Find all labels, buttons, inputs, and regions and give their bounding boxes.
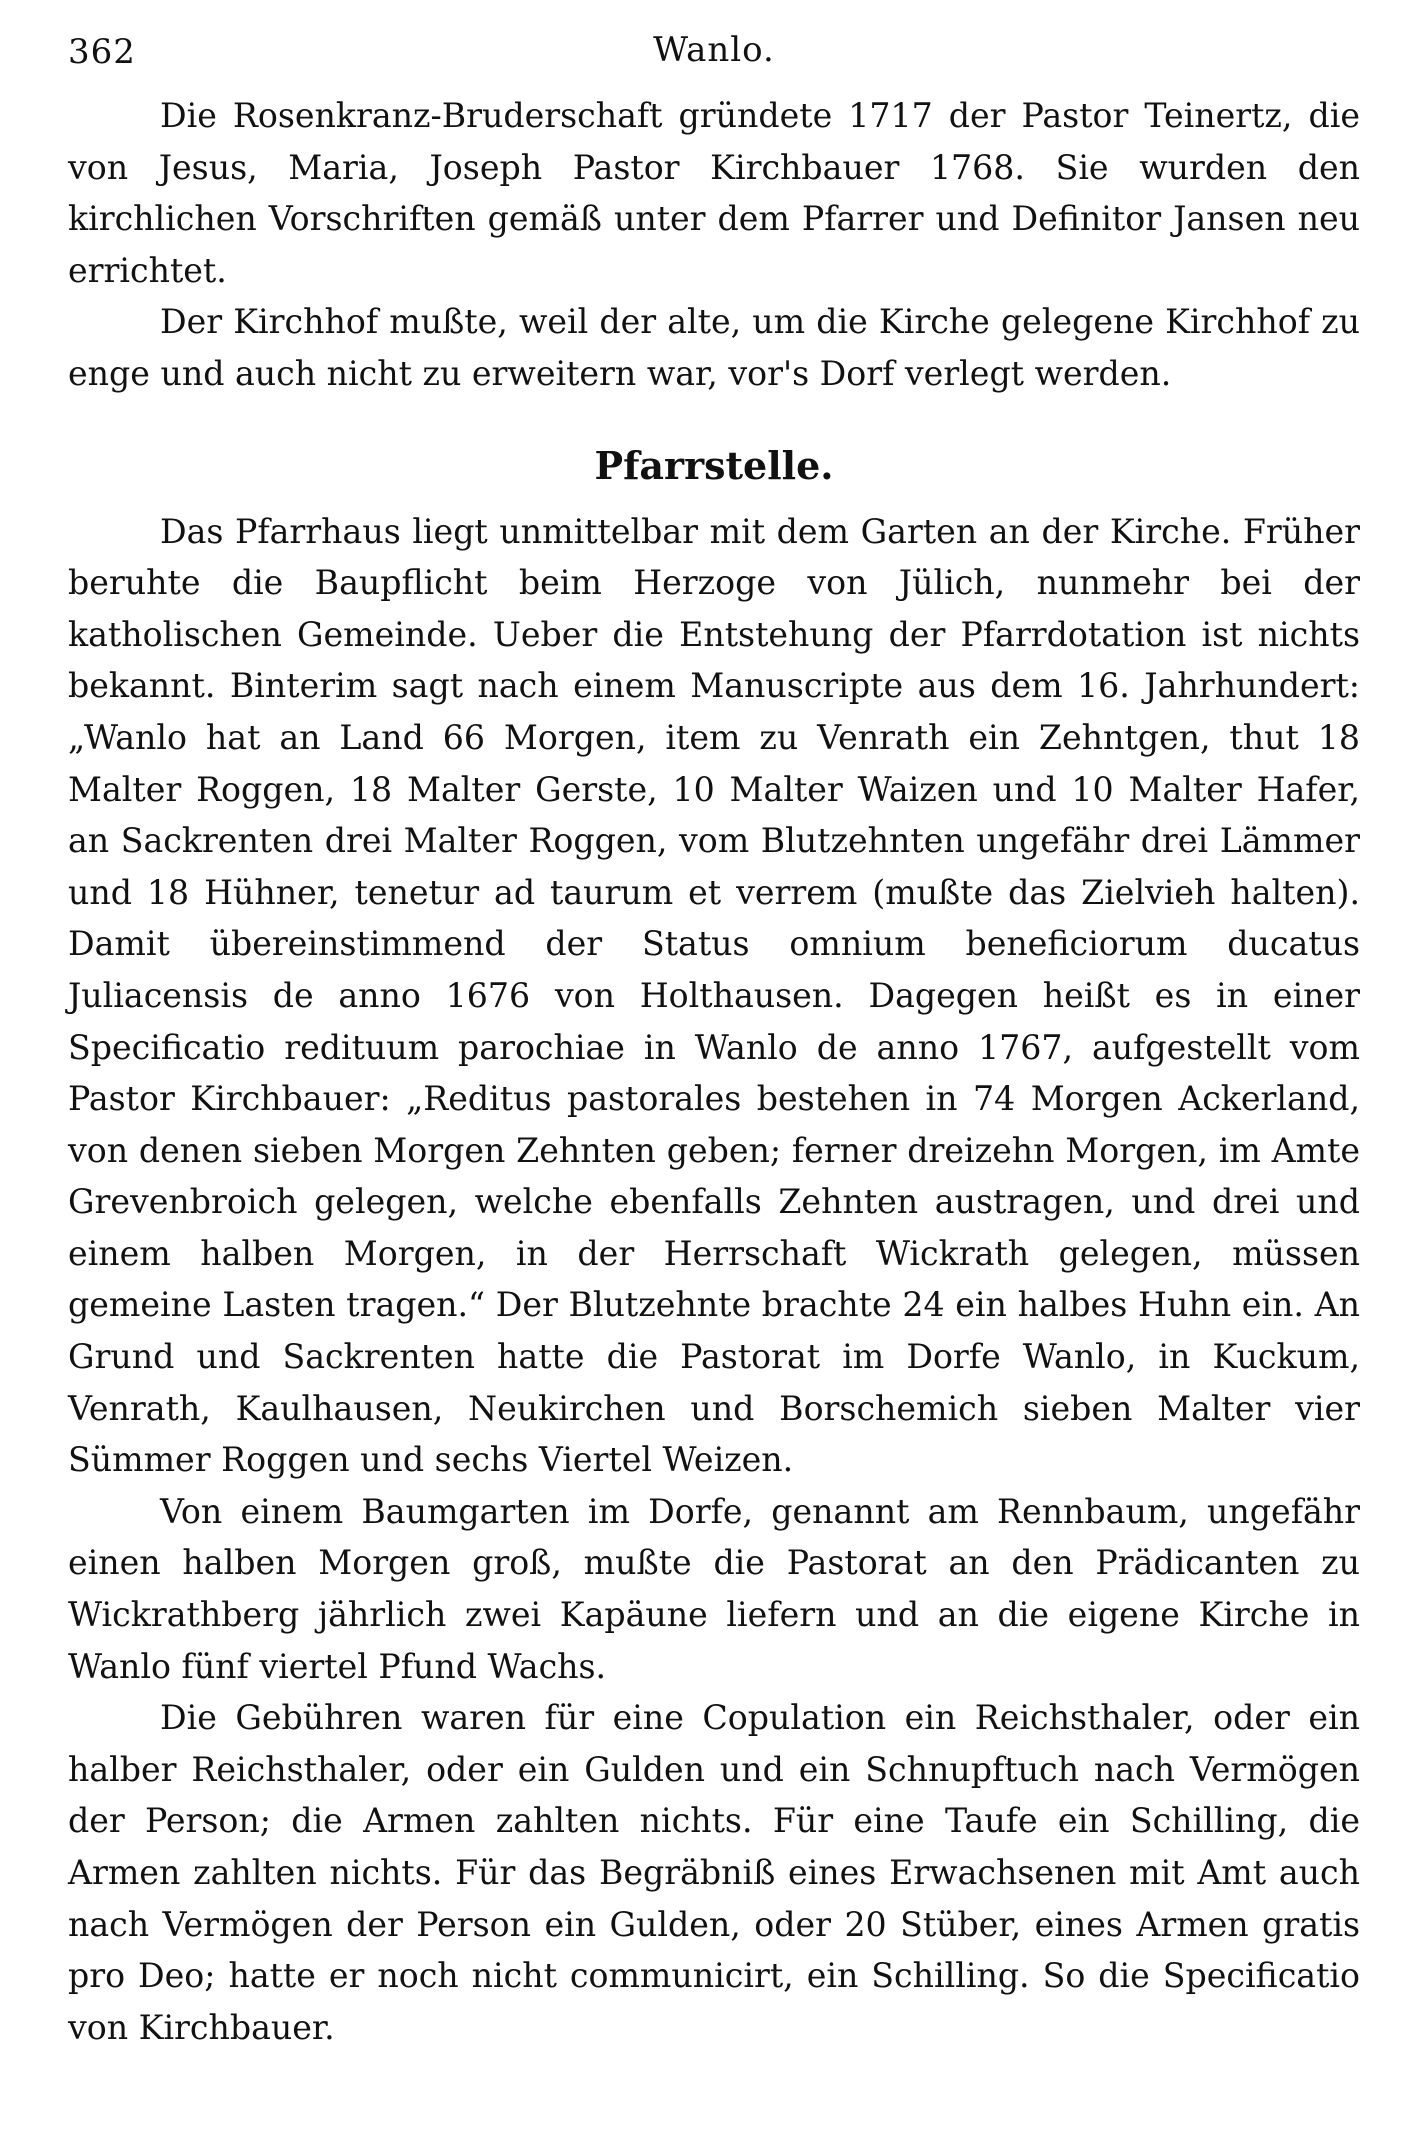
section-title: Pfarrstelle. bbox=[594, 442, 834, 488]
page-header bbox=[68, 28, 1360, 80]
paragraph-churchyard: Der Kirchhof mußte, weil der alte, um die Kirche gelegene Kirchhof zu enge und auch nicht zu erweitern war, vor's Dorf verlegt werden. bbox=[68, 302, 1360, 393]
page-body bbox=[68, 90, 1360, 2053]
paragraph-fees: Die Gebühren waren für eine Copulation ein Reichsthaler, oder ein halber Reichsthaler, oder ein Gulden und ein Schnupftuch nach Vermögen der Person; die Armen zahlten nichts. Für eine Taufe ein Schilling, die Armen zahlten nichts. Für das Begräbniß eines Erwachsenen mit Amt auch nach Vermögen der Person ein Gulden, oder 20 Stüber, eines Armen gratis pro Deo; hatte er noch nicht communicirt, ein Schilling. So die Specificatio von Kirchbauer. bbox=[68, 1698, 1360, 2047]
paragraph-rosary-brotherhood: Die Rosenkranz-Bruderschaft gründete 1717 der Pastor Teinertz, die von Jesus, Maria, Joseph Pastor Kirchbauer 1768. Sie wurden den kirchlichen Vorschriften gemäß unter dem Pfarrer und Definitor Jansen neu errichtet. bbox=[68, 96, 1360, 290]
paragraph-parsonage: Das Pfarrhaus liegt unmittelbar mit dem Garten an der Kirche. Früher beruhte die Baupflicht beim Herzoge von Jülich, nunmehr bei der katholischen Gemeinde. Ueber die Entstehung der Pfarrdotation ist nichts bekannt. Binterim sagt nach einem Manuscripte aus dem 16. Jahrhundert: „Wanlo hat an Land 66 Morgen, item zu Venrath ein Zehntgen, thut 18 Malter Roggen, 18 Malter Gerste, 10 Malter Waizen und 10 Malter Hafer, an Sackrenten drei Malter Roggen, vom Blutzehnten ungefähr drei Lämmer und 18 Hühner, tenetur ad taurum et verrem (mußte das Zielvieh halten). Damit übereinstimmend der Status omnium beneficiorum ducatus Juliacensis de anno 1676 von Holthausen. Dagegen heißt es in einer Specificatio redituum parochiae in Wanlo de anno 1767, aufgestellt vom Pastor Kirchbauer: „Reditus pastorales bestehen in 74 Morgen Ackerland, von denen sieben Morgen Zehnten geben; ferner dreizehn Morgen, im Amte Grevenbroich gelegen, welche ebenfalls Zehnten austragen, und drei und einem halben Morgen, in der Herrschaft Wickrath gelegen, müssen gemeine Lasten tragen.“ Der Blutzehnte brachte 24 ein halbes Huhn ein. An Grund und Sackrenten hatte die Pastorat im Dorfe Wanlo, in Kuckum, Venrath, Kaulhausen, Neukirchen und Borschemich sieben Malter vier Sümmer Roggen und sechs Viertel Weizen. bbox=[68, 511, 1360, 1480]
paragraph-orchard: Von einem Baumgarten im Dorfe, genannt am Rennbaum, ungefähr einen halben Morgen groß, mußte die Pastorat an den Prädicanten zu Wickrathberg jährlich zwei Kapäune liefern und an die eigene Kirche in Wanlo fünf viertel Pfund Wachs. bbox=[68, 1491, 1360, 1686]
page-number: 362 bbox=[68, 32, 136, 72]
book-page bbox=[68, 28, 1360, 2108]
running-head: Wanlo. bbox=[653, 30, 775, 70]
